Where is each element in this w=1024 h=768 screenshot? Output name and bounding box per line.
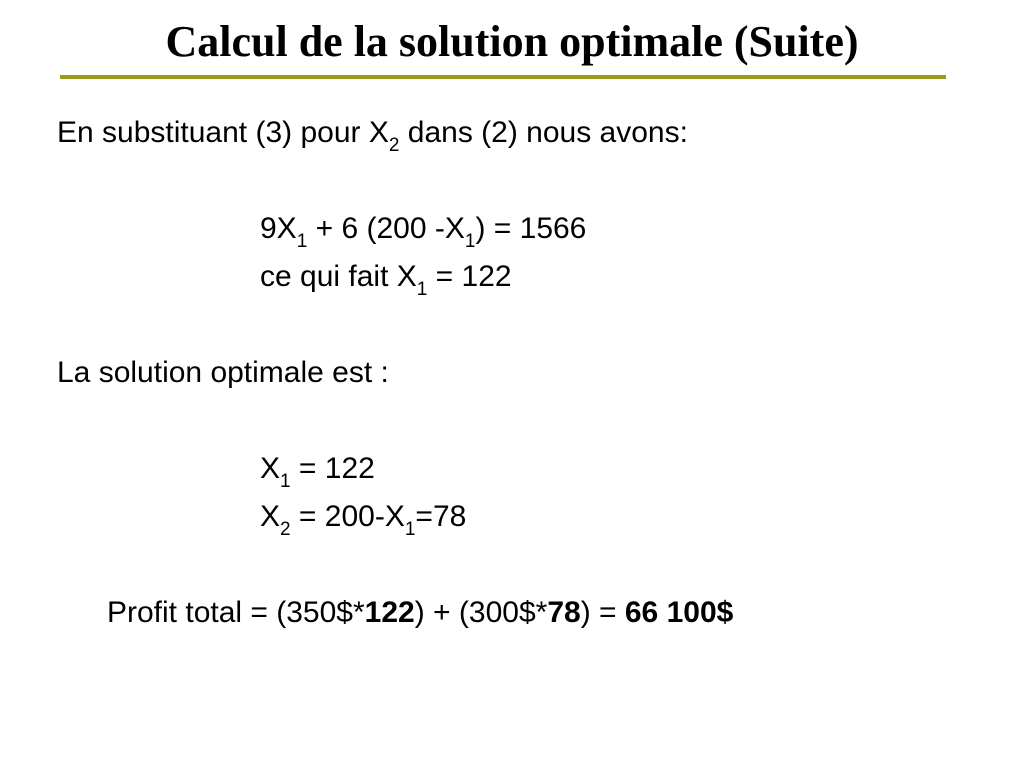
result-text-b: = 122 — [427, 260, 512, 293]
result-text-a: ce qui fait X — [260, 260, 417, 293]
intro-text-b: dans (2) nous avons: — [399, 116, 688, 149]
x2-text-b: = 200-X — [290, 500, 405, 533]
x2-text-a: X — [260, 500, 281, 533]
profit-total: 66 100$ — [624, 596, 734, 629]
profit-text-c: ) = — [580, 596, 625, 629]
x1-subscript: 1 — [280, 471, 291, 492]
equation-subscript-2: 1 — [464, 231, 476, 252]
profit-value-1: 122 — [364, 596, 415, 629]
profit-value-2: 78 — [547, 596, 581, 629]
slide-title: Calcul de la solution optimale (Suite) — [165, 17, 859, 66]
intro-text-a: En substituant (3) pour X — [57, 116, 389, 149]
equation-part-1: 9X — [260, 212, 297, 245]
intro-subscript: 2 — [388, 135, 400, 156]
intro-line — [57, 114, 688, 156]
equation-subscript-1: 1 — [296, 231, 308, 252]
x1-line — [260, 450, 375, 492]
x2-line — [260, 498, 467, 540]
x2-subscript-2: 1 — [404, 519, 416, 540]
result-subscript: 1 — [416, 279, 428, 300]
x2-text-c: =78 — [415, 500, 467, 533]
result-line — [260, 258, 512, 300]
solution-heading: La solution optimale est : — [57, 356, 389, 389]
equation-part-2: + 6 (200 -X — [307, 212, 465, 245]
title-underline — [60, 75, 946, 79]
profit-text-a: Profit total = (350$* — [107, 596, 365, 629]
equation-part-3: ) = 1566 — [475, 212, 587, 245]
x1-text-b: = 122 — [290, 452, 375, 485]
equation-line — [260, 210, 587, 252]
x2-subscript: 2 — [280, 519, 291, 540]
profit-text-b: ) + (300$* — [414, 596, 548, 629]
profit-line — [107, 594, 733, 632]
x1-text-a: X — [260, 452, 281, 485]
